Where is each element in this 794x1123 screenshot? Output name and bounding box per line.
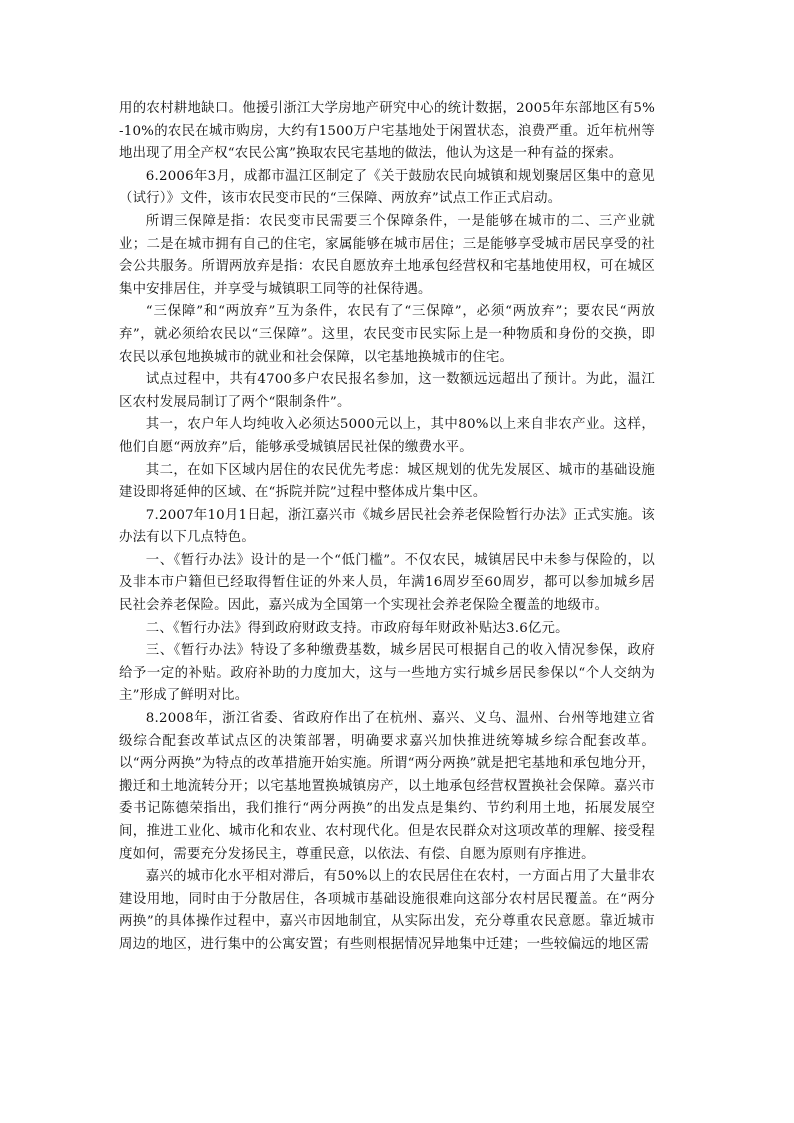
- paragraph-4: “三保障”和“两放弃”互为条件，农民有了“三保障”，必须“两放弃”；要农民“两放弃”，就必须给农民以“三保障”。这里，农民变市民实际上是一种物质和身份的交换，即农民以承包地换城市的就业和社会保障，以宅基地换城市的住宅。: [119, 304, 655, 365]
- paragraph-13: 嘉兴的城市化水平相对滞后，有50%以上的农民居住在农村，一方面占用了大量非农建设用地，同时由于分散居住，各项城市基础设施很难向这部分农村居民覆盖。在“两分两换”的具体操作过程中，嘉兴市因地制宜，从实际出发，充分尊重农民意愿。靠近城市周边的地区，进行集中的公寓安置；有些则根据情况异地集中迁建；一些较偏远的地区需: [119, 869, 655, 952]
- paragraph-2: 6.2006年3月，成都市温江区制定了《关于鼓励农民向城镇和规划聚居区集中的意见（试行）》文件，该市农民变市民的“三保障、两放弃”试点工作正式启动。: [119, 168, 655, 207]
- paragraph-11: 三、《暂行办法》特设了多种缴费基数，城乡居民可根据自己的收入情况参保，政府给予一定的补贴。政府补助的力度加大，这与一些地方实行城乡居民参保以“个人交纳为主”形成了鲜明对比。: [119, 643, 655, 704]
- paragraph-5: 试点过程中，共有4700多户农民报名参加，这一数额远远超出了预计。为此，温江区农村发展局制订了两个“限制条件”。: [119, 372, 655, 410]
- paragraph-3: 所谓三保障是指：农民变市民需要三个保障条件，一是能够在城市的二、三产业就业；二是在城市拥有自己的住宅，家属能够在城市居住；三是能够享受城市居民享受的社会公共服务。所谓两放弃是指：农民自愿放弃土地承包经营权和宅基地使用权，可在城区集中安排居住，并享受与城镇职工同等的社保待遇。: [119, 213, 655, 297]
- paragraph-9: 一、《暂行办法》设计的是一个“低门槛”。不仅农民，城镇居民中未参与保险的，以及非本市户籍但已经取得暂住证的外来人员，年满16周岁至60周岁，都可以参加城乡居民社会养老保险。因此，嘉兴成为全国第一个实现社会养老保险全覆盖的地级市。: [119, 552, 655, 614]
- paragraph-6: 其一，农户年人均纯收入必须达5000元以上，其中80%以上来自非农产业。这样，他们自愿“两放弃”后，能够承受城镇居民社保的缴费水平。: [119, 417, 655, 455]
- paragraph-1: 用的农村耕地缺口。他援引浙江大学房地产研究中心的统计数据，2005年东部地区有5%-10%的农民在城市购房，大约有1500万户宅基地处于闲置状态，浪费严重。近年杭州等地出现了用全产权“农民公寓”换取农民宅基地的做法，他认为这是一种有益的探索。: [119, 101, 655, 162]
- paragraph-8: 7.2007年10月1日起，浙江嘉兴市《城乡居民社会养老保险暂行办法》正式实施。该办法有以下几点特色。: [119, 507, 655, 546]
- paragraph-10: 二、《暂行办法》得到政府财政支持。市政府每年财政补贴达3.6亿元。: [145, 620, 569, 636]
- paragraph-12: 8.2008年，浙江省委、省政府作出了在杭州、嘉兴、义乌、温州、台州等地建立省级综合配套改革试点区的决策部署，明确要求嘉兴加快推进统筹城乡综合配套改革。以“两分两换”为特点的改革措施开始实施。所谓“两分两换”就是把宅基地和承包地分开，搬迁和土地流转分开；以宅基地置换城镇房产，以土地承包经营权置换社会保障。嘉兴市委书记陈德荣指出，我们推行“两分两换”的出发点是集约、节约利用土地，拓展发展空间，推进工业化、城市化和农业、农村现代化。但是农民群众对这项改革的理解、接受程度如何，需要充分发扬民主，尊重民意，以依法、有偿、自愿为原则有序推进。: [119, 711, 655, 862]
- document-body: [119, 98, 655, 957]
- paragraph-7: 其二，在如下区域内居住的农民优先考虑：城区规划的优先发展区、城市的基础设施建设即将延伸的区域、在“拆院并院”过程中整体成片集中区。: [119, 462, 655, 501]
